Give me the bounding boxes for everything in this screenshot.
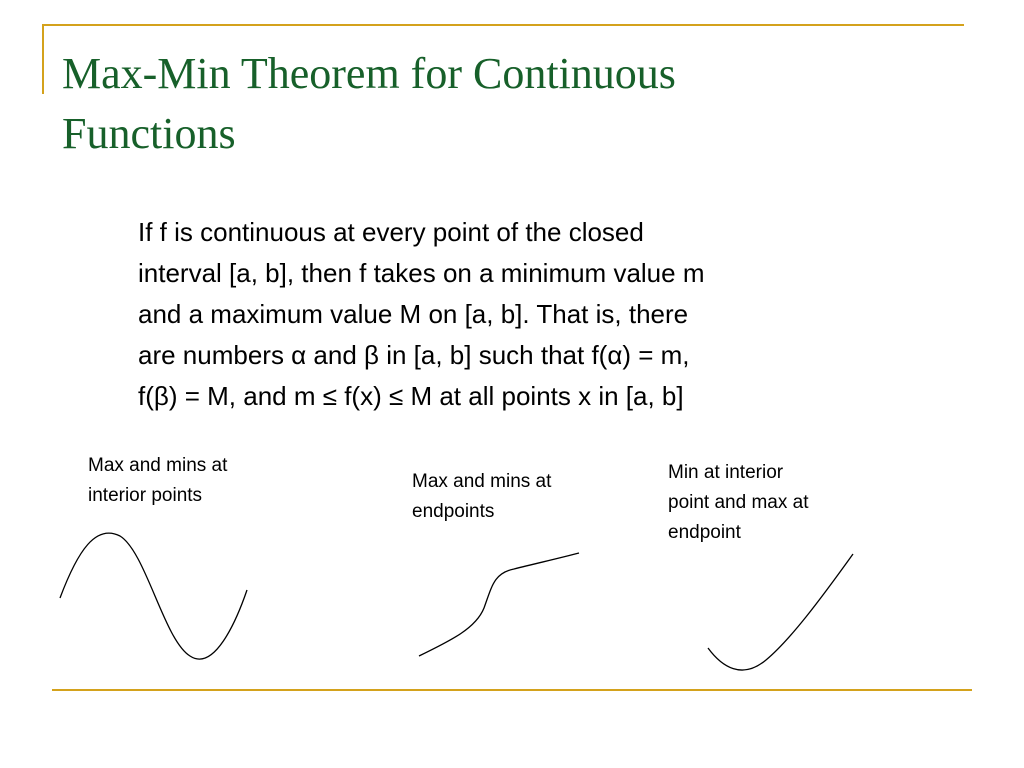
theorem-line: f(β) = M, and m ≤ f(x) ≤ M at all points x in [a, b] [138,381,684,411]
caption-line: point and max at [668,492,809,513]
caption-line: interior points [88,485,203,506]
caption-line: endpoints [412,501,495,522]
theorem-line: interval [a, b], then f takes on a minimum value m [138,258,705,288]
bottom-divider [52,689,972,691]
slide-title-line: Max-Min Theorem for Continuous [62,49,676,98]
j-curve [708,554,853,670]
theorem-line: are numbers α and β in [a, b] such that f(α) = m, [138,340,690,370]
theorem-line: If f is continuous at every point of the closed [138,217,644,247]
theorem-line: and a maximum value M on [a, b]. That is, there [138,299,689,329]
caption-line: endpoint [668,522,741,543]
wave-curve [60,533,247,659]
caption-line: Min at interior [668,462,784,483]
caption-line: Max and mins at [412,471,552,492]
caption-line: Max and mins at [88,455,228,476]
slide-title-line: Functions [62,109,236,158]
s-curve [419,553,579,656]
